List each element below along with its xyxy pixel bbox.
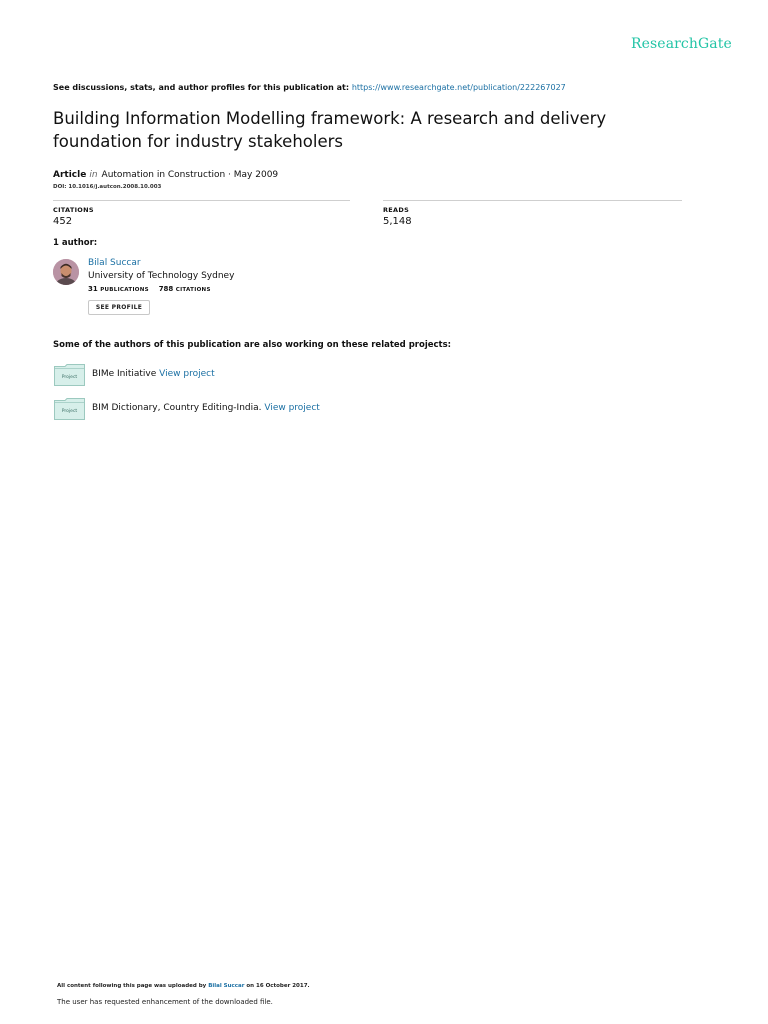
author-citations-count: 788 [158,285,174,293]
view-project-link[interactable]: View project [159,369,215,379]
related-projects-heading: Some of the authors of this publication are also working on these related projects: [53,340,452,350]
uploader-link[interactable]: Bilal Succar [208,983,245,989]
researchgate-logo[interactable]: ResearchGate [631,36,732,52]
citations-label: CITATIONS [53,206,94,214]
author-avatar[interactable] [53,259,79,285]
author-stats [88,285,211,293]
project-name: BIMe Initiative [92,369,160,379]
reads-label: READS [383,206,410,214]
author-publications-count: 31 [88,285,98,293]
in-word: in [89,170,98,180]
article-meta [53,170,278,180]
discussions-line [53,83,566,92]
author-publications-label: PUBLICATIONS [100,287,149,293]
upload-note [57,983,310,989]
article-title: Building Information Modelling framework: A research and delivery foundation for industry stakeholers [53,109,607,151]
author-name-link[interactable]: Bilal Succar [88,258,141,268]
author-affiliation[interactable]: University of Technology Sydney [88,271,235,281]
see-profile-button[interactable]: SEE PROFILE [88,300,150,315]
project-item [92,369,215,379]
project-icon-label: Project [61,409,78,414]
project-name: BIM Dictionary, Country Editing-India. [92,403,265,413]
reads-count: 5,148 [383,216,412,227]
citations-count: 452 [53,216,73,227]
discussions-text: See discussions, stats, and author profiles for this publication at: [53,83,352,92]
reads-divider [383,200,682,201]
view-project-link[interactable]: View project [264,403,320,413]
doi-line: DOI: 10.1016/j.autcon.2008.10.003 [53,184,162,190]
author-citations-label: CITATIONS [175,287,211,293]
journal-date[interactable]: Automation in Construction · May 2009 [101,170,279,180]
upload-suffix: on 16 October 2017. [244,983,310,989]
upload-prefix: All content following this page was uploaded by [57,983,209,989]
article-type: Article [53,170,87,180]
project-item [92,403,320,413]
authors-heading: 1 author: [53,238,98,248]
person-icon [53,259,79,285]
enhancement-note: The user has requested enhancement of the downloaded file. [57,998,273,1006]
project-icon-label: Project [61,375,78,380]
citations-divider [53,200,350,201]
publication-url-link[interactable]: https://www.researchgate.net/publication/222267027 [351,83,566,92]
